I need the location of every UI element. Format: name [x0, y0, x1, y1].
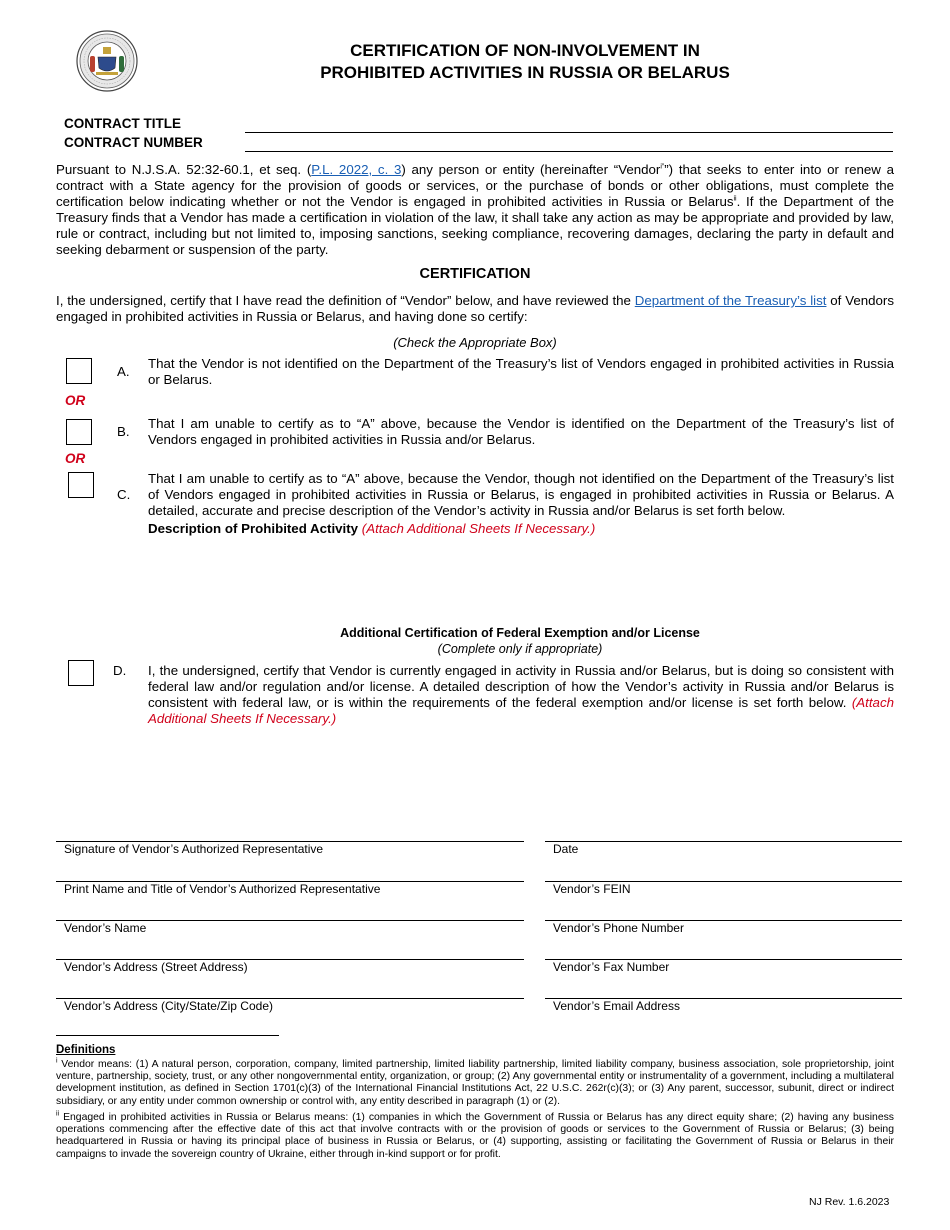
footnote-ref-ii: ii: [733, 195, 737, 203]
revision-label: NJ Rev. 1.6.2023: [809, 1196, 890, 1208]
contract-number-line[interactable]: [245, 151, 893, 152]
cert-text-1: I, the undersigned, certify that I have read the definition of “Vendor” below, and have reviewed the: [56, 293, 635, 308]
definition-prohibited: [56, 1112, 894, 1161]
intro-text-1: Pursuant to N.J.S.A. 52:32-60.1, et seq. (: [56, 162, 312, 177]
definition-vendor: [56, 1059, 894, 1108]
def-ref-ii: ii: [56, 1110, 60, 1118]
checkbox-option-a[interactable]: [66, 358, 92, 384]
option-d-text: [148, 663, 894, 727]
city-address-label: Vendor’s Address (City/State/Zip Code): [64, 999, 273, 1013]
intro-text-4: . If the Department of the Treasury finds that a Vendor has made a certification in violation of the law, it shall take any action as may be appropriate and provided by law, rule or contract, including but not limited to, imposing sanctions, seeking compliance, recovering damages, declaring the party in default and seeking debarment or suspension of the party.: [56, 194, 894, 257]
description-label-text: Description of Prohibited Activity: [148, 521, 359, 536]
option-c-text: That I am unable to certify as to “A” above, because the Vendor, though not identified on the Department of the Treasury’s list of Vendors engaged in prohibited activities in Russia or Belarus, is engaged in prohibited activities in Russia or Belarus. A detailed, accurate and precise description of the Vendor’s activity in Russia and/or Belarus is set forth below.: [148, 471, 894, 518]
footnote-ref-i: i: [660, 163, 662, 171]
def-prohibited-text: Engaged in prohibited activities in Russia or Belarus means: (1) companies in which the Government of Russia or Belarus has any direct equity share; (2) having any business operations commencing after the effective date of this act that involve contracts with or the provision of goods or services to the Government of Russia or Belarus; (3) being headquartered in Russia or having its principal place of business in Russia or Belarus, or (4) supporting, assisting or facilitating the Government of Russia or Belarus in their campaigns to invade the sovereign country of Ukraine, either through in-kind support or for profit.: [56, 1112, 894, 1160]
description-area[interactable]: [148, 540, 894, 620]
title-line-1: CERTIFICATION OF NON-INVOLVEMENT IN: [350, 41, 700, 60]
date-label: Date: [553, 842, 579, 856]
checkbox-option-b[interactable]: [66, 419, 92, 445]
option-d-attach-note: (Attach Additional Sheets If Necessary.): [148, 695, 894, 726]
description-label: [148, 521, 894, 537]
page-title: [240, 40, 810, 84]
seal-icon: [76, 30, 138, 92]
certification-heading: CERTIFICATION: [419, 266, 531, 282]
signature-label: Signature of Vendor’s Authorized Representative: [64, 842, 324, 856]
federal-note: (Complete only if appropriate): [437, 642, 603, 656]
contract-title-label: CONTRACT TITLE: [64, 116, 181, 131]
federal-heading: Additional Certification of Federal Exemption and/or License: [340, 626, 700, 640]
or-label-2: OR: [65, 451, 86, 466]
option-a-letter: A.: [117, 364, 130, 379]
email-label: Vendor’s Email Address: [553, 999, 680, 1013]
check-note: (Check the Appropriate Box): [393, 335, 557, 350]
intro-paragraph: Pursuant to N.J.S.A. 52:32-60.1, et seq. (P.L. 2022, c. 3) any person or entity (hereinafter “Vendor$^{i”}$”) that seeks to enter into or renew a contract with a State agency for the provision of goods or services, or the purchase of bonds or other obligations, must complete the certification below indicating whether or not the Vendor is engaged in prohibited activities in Russia or Belarus$^{ii}$. If the Department of the Treasury finds that a Vendor has made a certification in violation of the law, it shall take any action as may be appropriate and provided by law, rule or contract, including but not limited to, imposing sanctions, seeking compliance, recovering damages, declaring the party in default and seeking debarment or suspension of the party.: [56, 162, 894, 257]
definitions-heading: Definitions: [56, 1044, 116, 1056]
street-address-label: Vendor’s Address (Street Address): [64, 960, 248, 974]
or-label-1: OR: [65, 393, 86, 408]
description-attach-note: (Attach Additional Sheets If Necessary.): [361, 521, 596, 536]
option-d-letter: D.: [113, 663, 127, 678]
contract-title-line[interactable]: [245, 132, 893, 133]
pl-2022-link[interactable]: P.L. 2022, c. 3: [311, 162, 402, 177]
option-d-body: I, the undersigned, certify that Vendor is currently engaged in activity in Russia and/or Belarus, but is doing so consistent with federal law and/or regulation and/or license. A detailed description of how the Vendor’s activity in Russia and/or Belarus is consistent with federal law, or is within the requirements of the federal exemption and/or license is set forth below.: [148, 663, 894, 710]
vendor-name-label: Vendor’s Name: [64, 921, 147, 935]
fein-label: Vendor’s FEIN: [553, 882, 631, 896]
checkbox-option-c[interactable]: [68, 472, 94, 498]
state-seal: [76, 30, 138, 92]
certification-intro: [56, 293, 894, 325]
cert-text-2: of Vendors engaged in prohibited activities in Russia or Belarus, and having done so certify:: [56, 293, 894, 324]
title-line-2: PROHIBITED ACTIVITIES IN RUSSIA OR BELARUS: [320, 63, 730, 82]
federal-description-area[interactable]: [148, 730, 894, 830]
checkbox-option-d[interactable]: [68, 660, 94, 686]
treasury-list-link[interactable]: Department of the Treasury’s list: [634, 293, 827, 308]
date-line[interactable]: [545, 841, 902, 842]
def-vendor-text: Vendor means: (1) A natural person, corporation, company, limited partnership, limited liability partnership, limited liability company, business association, sole proprietorship, joint venture, partnership, society, trust, or any other nongovernmental entity, organization, or group; (2) Any governmental entity or instrumentality of a government, including a multilateral development institution, as defined in Section 1701(c)(3) of the International Financial Institutions Act, 22 U.S.C. 262r(c)(3); or (3) Any parent, successor, subunit, direct or indirect subsidiary, or any entity under common ownership or control with, any entity described in paragraph (1) or (2).: [56, 1059, 894, 1107]
option-b-text: That I am unable to certify as to “A” above, because the Vendor is identified on the Department of the Treasury’s list of Vendors engaged in prohibited activities in Russia and/or Belarus.: [148, 416, 894, 447]
footnote-separator: [56, 1035, 279, 1036]
intro-text-3: ”) that seeks to enter into or renew a contract with a State agency for the provision of goods or services, or the purchase of bonds or other obligations, must complete the certification below indicating whether or not the Vendor is engaged in prohibited activities in Russia or Belarus: [56, 162, 894, 209]
print-name-label: Print Name and Title of Vendor’s Authorized Representative: [64, 882, 381, 896]
option-a-text: That the Vendor is not identified on the Department of the Treasury’s list of Vendors engaged in prohibited activities in Russia or Belarus.: [148, 356, 894, 387]
option-b-letter: B.: [117, 424, 130, 439]
def-ref-i: i: [56, 1057, 58, 1065]
phone-label: Vendor’s Phone Number: [553, 921, 684, 935]
contract-number-label: CONTRACT NUMBER: [64, 135, 203, 150]
intro-text-2: ) any person or entity (hereinafter “Vendor: [401, 162, 661, 177]
option-c-letter: C.: [117, 487, 131, 502]
fax-label: Vendor’s Fax Number: [553, 960, 670, 974]
